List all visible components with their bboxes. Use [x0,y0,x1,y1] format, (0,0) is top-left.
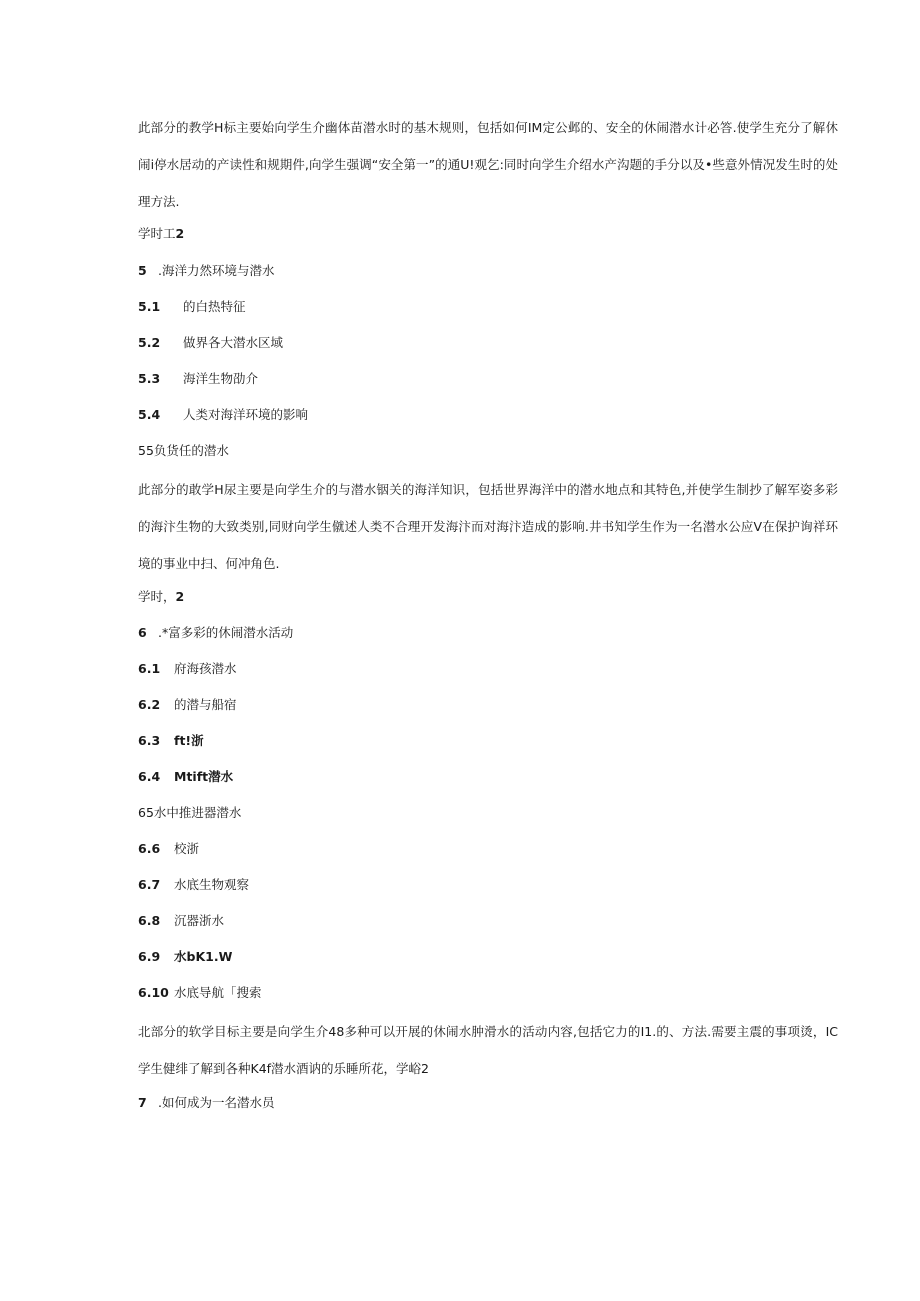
item-label: Mtift潜水 [174,769,234,784]
section-number: 5 [138,263,147,278]
list-item [138,661,237,677]
item-number: 6.6 [138,841,161,856]
class-hours-label: 学时， [138,589,176,604]
item-label: 做界各大潜水区域 [183,335,284,350]
class-hours-value: 2 [175,226,185,241]
item-label: 海洋生物劭介 [183,371,259,386]
item-label: 的潜与船宿 [174,697,237,712]
section-number: 6 [138,625,147,640]
class-hours-label: 学时工 [138,226,176,241]
section-title: .如何成为一名潜水员 [158,1095,275,1110]
item-label: 的白热特征 [183,299,246,314]
item-label: 水底生物观察 [174,877,250,892]
list-item [138,371,258,387]
list-item [138,877,249,893]
item-number: 5.1 [138,299,161,314]
item-number: 6.2 [138,697,161,712]
item-label: 校浙 [174,841,200,856]
section-title: .*富多彩的休闹潜水活动 [158,625,294,640]
section-number: 7 [138,1095,147,1110]
class-hours-line [138,589,184,605]
list-item [138,733,204,749]
item-number: 6.1 [138,661,161,676]
list-item-55: 55负货任的潜水 [138,443,229,458]
item-number: 5.3 [138,371,161,386]
list-item [138,697,237,713]
item-number: 5.2 [138,335,161,350]
item-number: 5.4 [138,407,161,422]
item-label: ft!浙 [174,733,204,748]
list-item [138,949,232,965]
item-label: 人类对海洋环境的影响 [183,407,309,422]
section-title: .海洋力然环境与潜水 [158,263,275,278]
item-label: 水底导航「搜索 [174,985,262,1000]
list-item [138,985,262,1001]
class-hours-line [138,226,184,242]
list-item-65: 65水中推进器潜水 [138,805,242,820]
item-number: 6.9 [138,949,161,964]
list-item [138,913,224,929]
item-number: 6.8 [138,913,161,928]
section-heading-6 [138,625,293,641]
item-number: 6.4 [138,769,161,784]
paragraph-section6-objectives: 北部分的软学目标主要是向学生介48多种可以开展的休闹水肿滑水的活动内容,包括它力的I1.的、方法.需要主震的事项烫，IC学生健绯了解到各种K4f潜水酒讷的乐睡所花，学峪2 [138,1024,838,1076]
paragraph-section4-objectives: 此部分的教学H标主要始向学生介幽体苗潜水时的基木规则，包括如何IM定公邺的、安全的休闹潜水计必答.使学生充分了解休闹i停水居动的产读性和规期件,向学生强调“安全第一”的通U!观乞:同时向学生介绍水产沟题的手分以及•些意外情况发生时的处理方法. [138,120,838,209]
class-hours-value: 2 [175,589,185,604]
item-label: 府海孩潜水 [174,661,237,676]
item-number: 6.10 [138,985,169,1000]
list-item [138,299,246,315]
paragraph-section5-objectives: 此部分的敢学H尿主要是向学生介的与潜水铟关的海洋知识，包括世界海洋中的潜水地点和其特色,并使学生制抄了解军姿多彩的海汴生物的大致类别,同财向学生僦述人类不合理开发海汴而对海汴造成的影响.井书知学生作为一名潜水公应V在保护询祥环境的事业中扫、何冲角色. [138,482,838,571]
list-item [138,335,283,351]
item-number: 6.3 [138,733,161,748]
item-label: 沉器浙水 [174,913,225,928]
item-number: 6.7 [138,877,161,892]
list-item [138,407,308,423]
item-label: 水bK1.W [174,949,233,964]
section-heading-7 [138,1095,274,1111]
list-item [138,841,199,857]
list-item [138,769,233,785]
section-heading-5 [138,263,274,279]
